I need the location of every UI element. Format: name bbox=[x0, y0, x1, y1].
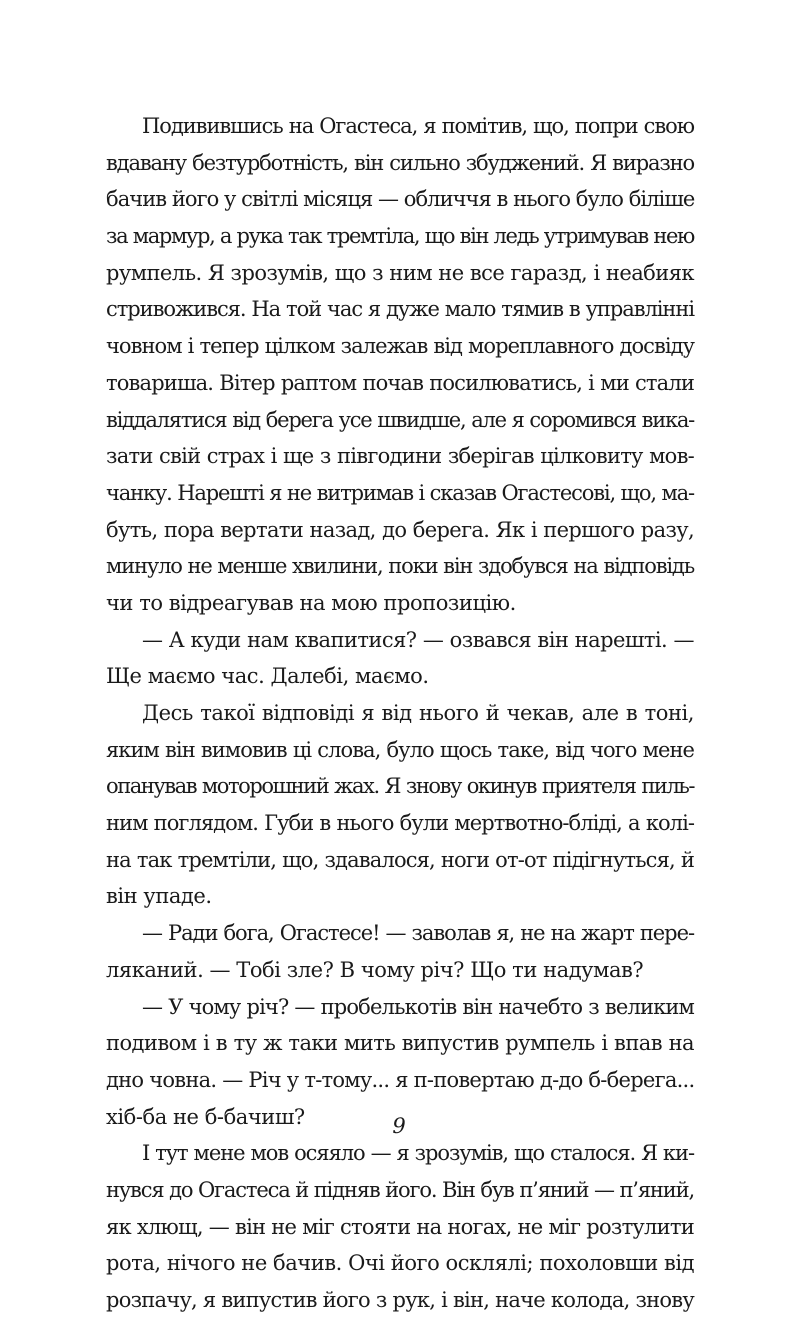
text-line: стривожився. На той час я дуже мало тямив в управлінні bbox=[106, 297, 694, 322]
text-line: бачив його у світлі місяця — обличчя в нього було біліше bbox=[106, 187, 695, 212]
text-line: — У чому річ? — пробелькотів він начебто з великим bbox=[142, 994, 694, 1019]
page-number: 9 bbox=[392, 1114, 406, 1138]
text-line: за мармур, а рука так тремтіла, що він ледь утримував нею bbox=[106, 224, 694, 249]
text-line: ним поглядом. Губи в нього були мертвотно-бліді, а колі- bbox=[106, 811, 694, 836]
text-line: опанував моторошний жах. Я знову окинув приятеля пиль- bbox=[106, 774, 694, 799]
text-line: як хлющ, — він не міг стояти на ногах, не міг розтулити bbox=[106, 1214, 694, 1239]
text-line: — А куди нам квапитися? — озвався він нарешті. — bbox=[142, 627, 694, 652]
text-line: розпачу, я випустив його з рук, і він, наче колода, знову bbox=[106, 1288, 694, 1312]
text-line: — Ради бога, Огастесе! — заволав я, не на жарт пере- bbox=[142, 921, 694, 946]
text-line: минуло не менше хвилини, поки він здобувся на відповідь bbox=[106, 554, 694, 579]
text-line: яким він вимовив ці слова, було щось таке, від чого мене bbox=[106, 737, 694, 762]
text-line: Подивившись на Огастеса, я помітив, що, попри свою bbox=[142, 114, 694, 138]
text-line: чанку. Нарешті я не витримав і сказав Огастесові, що, ма- bbox=[106, 480, 694, 505]
text-line: вдавану безтурботність, він сильно збуджений. Я виразно bbox=[106, 150, 694, 175]
text-line: Ще маємо час. Далебі, маємо. bbox=[106, 664, 429, 689]
text-line: подивом і в ту ж таки мить випустив румпель і впав на bbox=[106, 1031, 694, 1056]
text-line: віддалятися від берега усе швидше, але я соромився вика- bbox=[106, 407, 694, 432]
text-line: товариша. Вітер раптом почав посилюватись, і ми стали bbox=[106, 370, 694, 395]
text-line: хіб-ба не б-бачиш? bbox=[106, 1104, 305, 1129]
text-line: зати свій страх і ще з півгодини зберігав цілковиту мов- bbox=[106, 444, 694, 469]
text-line: дно човна. — Річ у т-тому... я п-повертаю д-до б-берега... bbox=[106, 1067, 695, 1092]
text-line: рота, нічого не бачив. Очі його осклялі; похоловши від bbox=[106, 1251, 695, 1276]
text-line: чи то відреагував на мою пропозицію. bbox=[106, 590, 516, 615]
text-line: на так тремтіли, що, здавалося, ноги от-от підігнуться, й bbox=[106, 847, 694, 872]
text-line: нувся до Огастеса й підняв його. Він був п’яний — п’яний, bbox=[106, 1177, 694, 1202]
text-line: човном і тепер цілком залежав від мореплавного досвіду bbox=[106, 334, 694, 359]
text-line: ляканий. — Тобі зле? В чому річ? Що ти надумав? bbox=[106, 957, 644, 982]
text-line: він упаде. bbox=[106, 884, 212, 909]
text-line: румпель. Я зрозумів, що з ним не все гаразд, і неабияк bbox=[106, 260, 694, 285]
text-line: І тут мене мов осяяло — я зрозумів, що сталося. Я ки- bbox=[142, 1141, 694, 1166]
text-line: Десь такої відповіді я від нього й чекав, але в тоні, bbox=[142, 701, 694, 725]
text-line: буть, пора вертати назад, до берега. Як і першого разу, bbox=[106, 517, 694, 542]
